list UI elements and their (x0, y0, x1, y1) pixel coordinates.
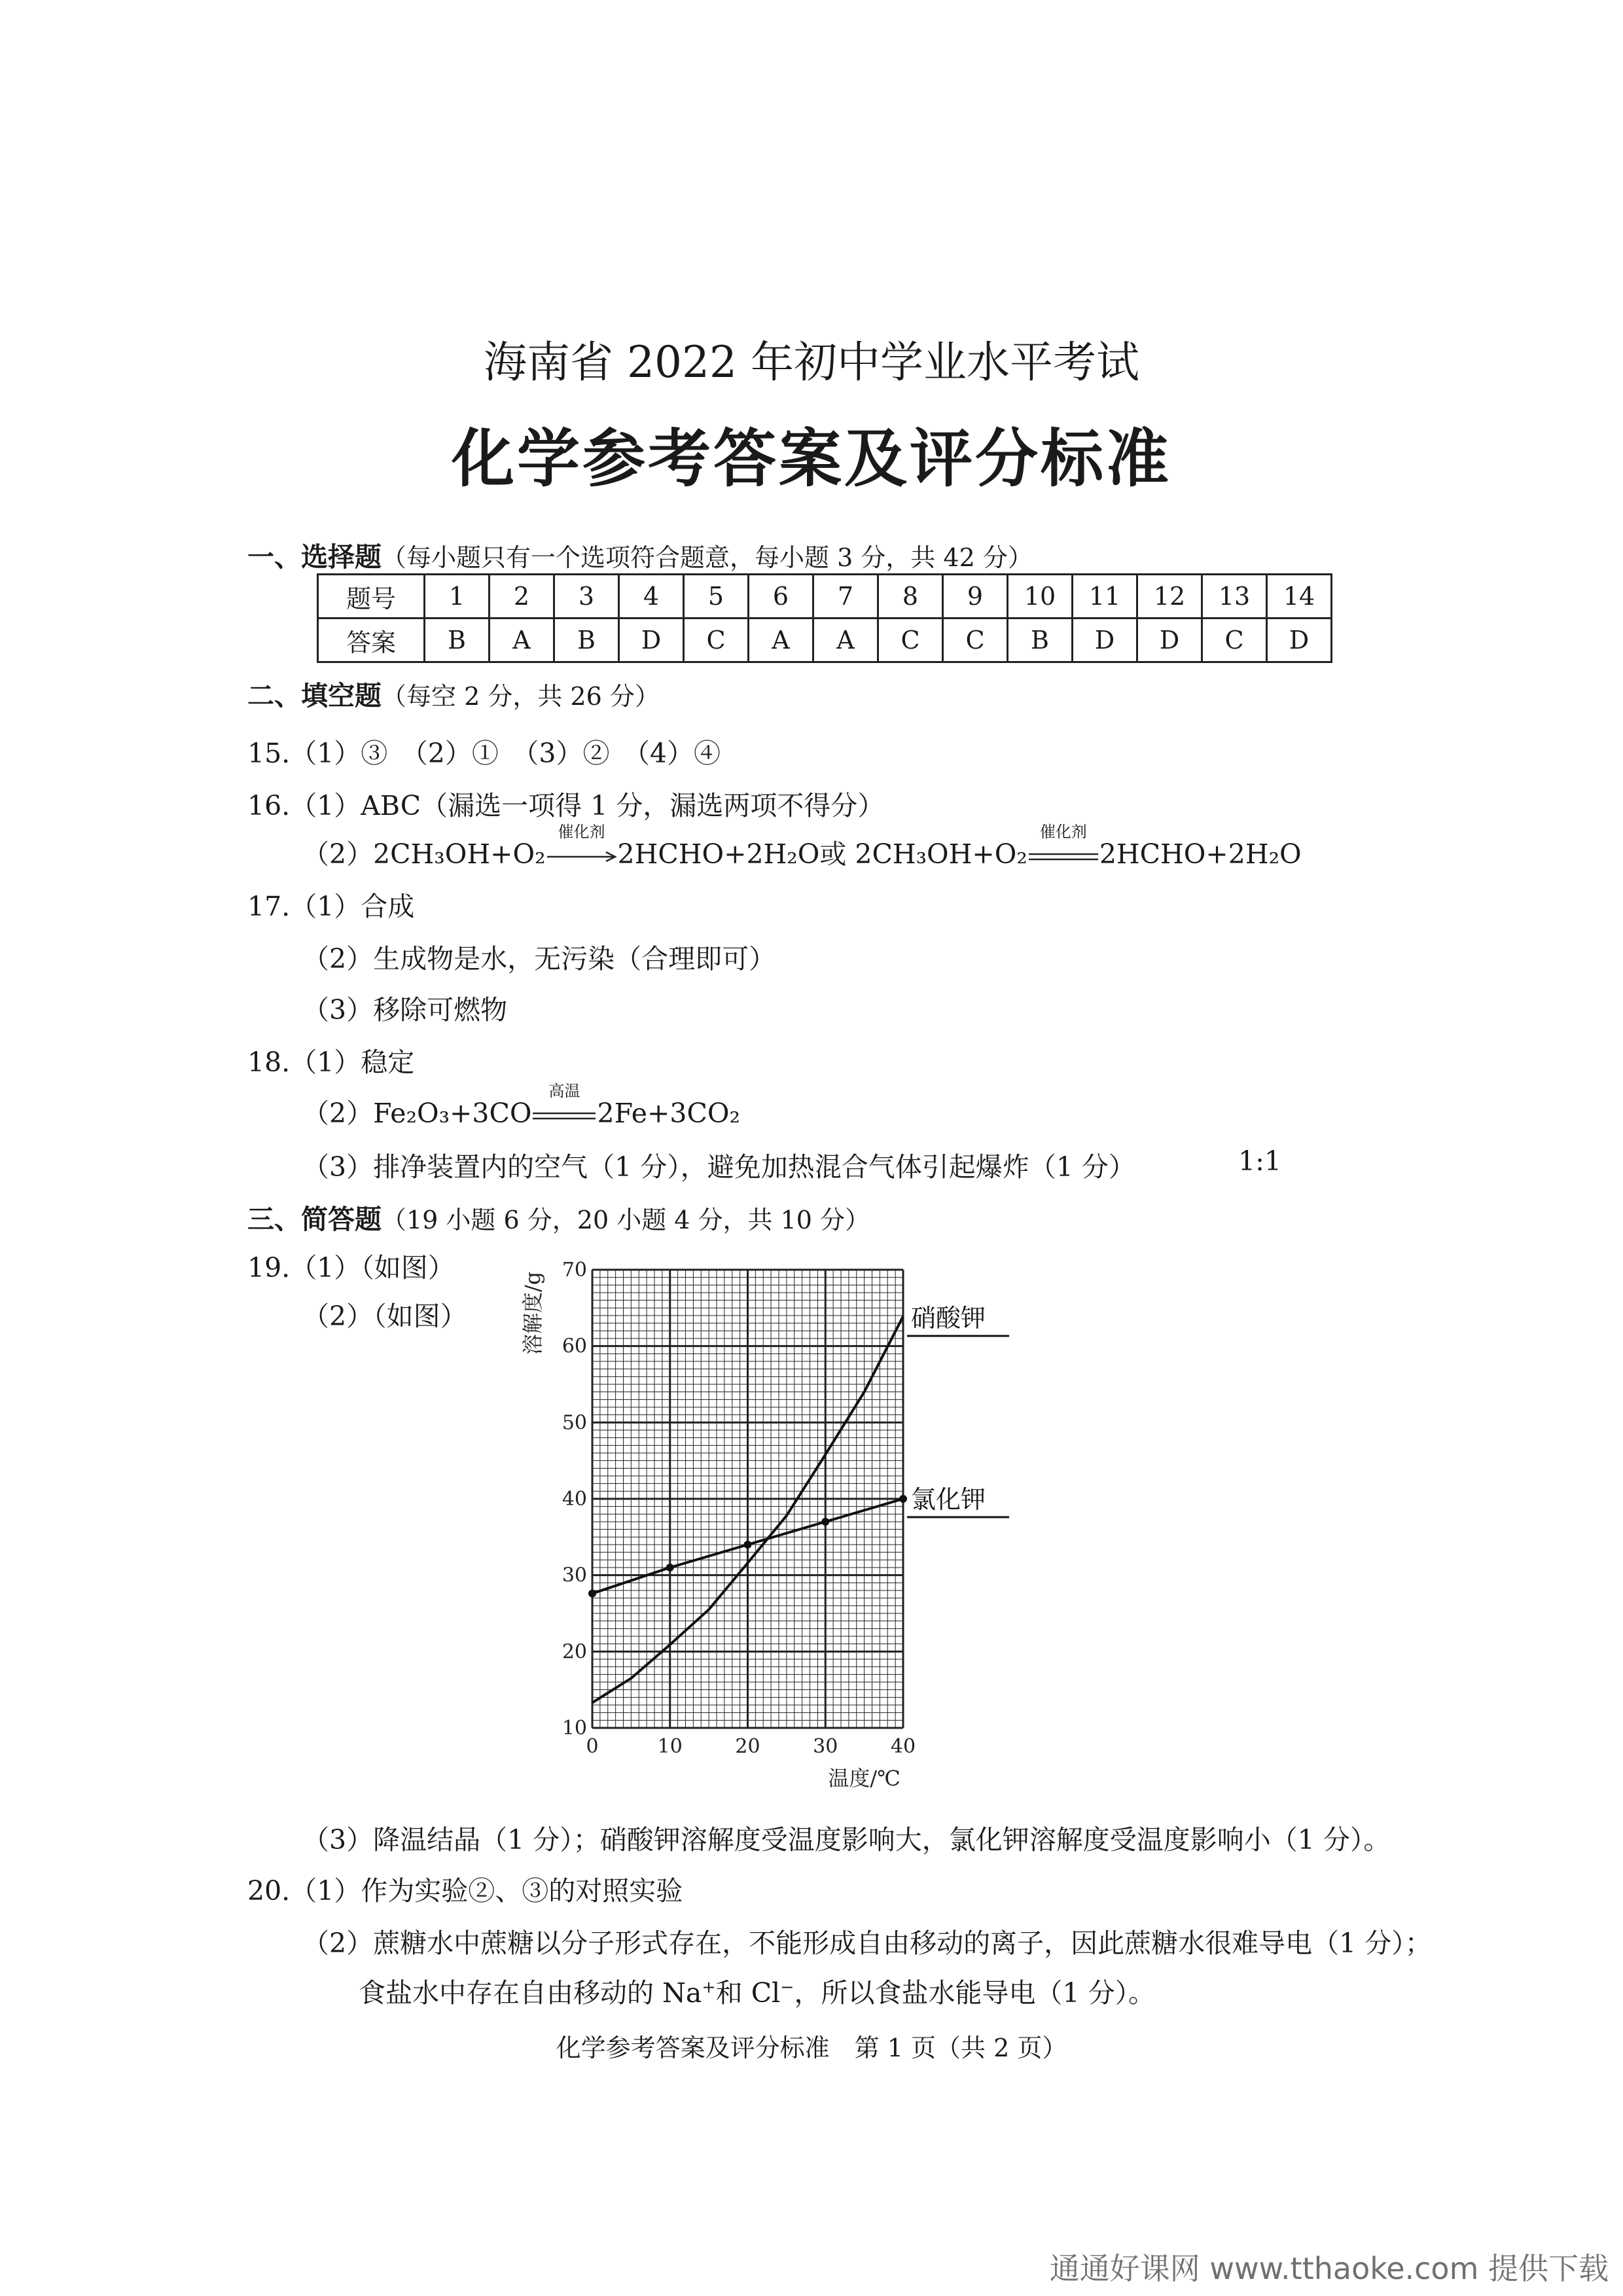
data-point-kcl (666, 1564, 674, 1571)
chart-ticks (562, 1259, 916, 1758)
catalyst-label: 催化剂 (558, 823, 605, 841)
answer-20-3-text-c: ，所以食盐水能导电（1 分）。 (794, 1977, 1156, 2009)
table-cell: A (490, 619, 554, 662)
section-3-label: 三、简答题 (247, 1204, 382, 1235)
section-2-note: （每空 2 分，共 26 分） (382, 682, 660, 711)
answer-20-1: 20.（1）作为实验②、③的对照实验 (247, 1875, 683, 1907)
data-point-kcl (821, 1518, 829, 1526)
y-tick-label: 20 (562, 1640, 587, 1664)
table-cell: C (1202, 619, 1267, 662)
series-label-kcl: 氯化钾 (911, 1485, 986, 1514)
equation-right: 2HCHO+2H₂O或 (617, 838, 847, 870)
y-tick-label: 70 (562, 1259, 587, 1282)
x-tick-label: 10 (657, 1735, 683, 1758)
table-header-number: 题号 (318, 575, 425, 619)
minus-charge: − (780, 1977, 794, 1997)
equation-right-2: 2HCHO+2H₂O (1099, 838, 1302, 870)
answer-19-1: 19.（1）（如图） (247, 1252, 455, 1283)
part-label: （2） (302, 1098, 374, 1129)
y-tick-label: 50 (562, 1411, 587, 1435)
table-header-answer: 答案 (318, 619, 425, 662)
watermark: 通通好课网 www.tthaoke.com 提供下载 (1049, 2251, 1609, 2286)
table-cell: 3 (554, 575, 619, 619)
page-title: 化学参考答案及评分标准 (452, 422, 1171, 495)
answer-20-3 (359, 1971, 1155, 2010)
double-line-icon (531, 1109, 597, 1122)
table-cell: B (554, 619, 619, 662)
table-cell: 12 (1137, 575, 1202, 619)
y-tick-label: 30 (562, 1564, 587, 1587)
y-tick-label: 40 (562, 1488, 587, 1511)
table-cell: B (1008, 619, 1073, 662)
y-tick-label: 60 (562, 1335, 587, 1358)
equation-left: Fe₂O₃+3CO (373, 1098, 532, 1129)
table-cell: 10 (1008, 575, 1073, 619)
answer-17-1: 17.（1）合成 (247, 891, 415, 922)
table-cell: D (619, 619, 684, 662)
double-line-icon (1027, 850, 1099, 863)
answer-20-2: （2）蔗糖水中蔗糖以分子形式存在，不能形成自由移动的离子，因此蔗糖水很难导电（1 分）； (302, 1928, 1432, 1959)
equation-left-2: 2CH₃OH+O₂ (855, 838, 1027, 870)
condition-label: 高温 (548, 1082, 580, 1100)
table-cell: 1 (425, 575, 490, 619)
answer-20-3-text-a: 食盐水中存在自由移动的 Na (359, 1977, 702, 2009)
exam-title: 海南省 2022 年初中学业水平考试 (484, 337, 1139, 387)
table-cell: 11 (1073, 575, 1137, 619)
table-cell: 5 (684, 575, 749, 619)
equals-sign (531, 1082, 597, 1129)
table-cell: 13 (1202, 575, 1267, 619)
section-3-note: （19 小题 6 分，20 小题 4 分，共 10 分） (382, 1206, 870, 1234)
part-label: （2） (302, 838, 374, 870)
equation-right: 2Fe+3CO₂ (597, 1098, 740, 1129)
reaction-arrow (546, 823, 618, 870)
arrow-icon (546, 850, 618, 863)
table-cell: 2 (490, 575, 554, 619)
answer-17-2: （2）生成物是水，无污染（合理即可） (302, 943, 776, 975)
table-cell: A (749, 619, 813, 662)
answer-19-2: （2）（如图） (302, 1300, 467, 1332)
chart-grid (592, 1270, 903, 1728)
table-row-answers (318, 619, 1332, 662)
table-cell: 6 (749, 575, 813, 619)
catalyst-label-2: 催化剂 (1039, 823, 1087, 841)
table-cell: C (878, 619, 943, 662)
answer-18-2 (302, 1082, 740, 1130)
table-cell: D (1137, 619, 1202, 662)
answer-15: 15.（1）③ （2）① （3）② （4）④ (247, 738, 721, 769)
table-cell: C (943, 619, 1008, 662)
table-cell: 14 (1267, 575, 1332, 619)
equals-sign (1027, 823, 1099, 870)
data-point-kcl (588, 1590, 596, 1598)
y-axis-label: 溶解度/g (520, 1271, 545, 1355)
section-1-note: （每小题只有一个选项符合题意，每小题 3 分，共 42 分） (382, 543, 1033, 572)
equation-left: 2CH₃OH+O₂ (373, 838, 546, 870)
answer-17-3: （3）移除可燃物 (302, 994, 508, 1026)
x-tick-label: 20 (735, 1735, 760, 1758)
table-cell: 4 (619, 575, 684, 619)
table-cell: 7 (813, 575, 878, 619)
x-axis-label: 温度/℃ (828, 1766, 901, 1791)
section-1-label: 一、选择题 (247, 541, 382, 573)
x-tick-label: 40 (890, 1735, 916, 1758)
table-cell: A (813, 619, 878, 662)
answer-18-1: 18.（1）稳定 (247, 1047, 415, 1078)
section-1-heading (247, 535, 1033, 574)
section-2-heading (247, 674, 660, 713)
table-cell: C (684, 619, 749, 662)
x-tick-label: 0 (586, 1735, 599, 1758)
answer-20-3-text-b: 和 Cl (715, 1977, 781, 2009)
table-row-numbers (318, 575, 1332, 619)
series-label-kno3: 硝酸钾 (911, 1304, 986, 1333)
answer-18-3: （3）排净装置内的空气（1 分），避免加热混合气体引起爆炸（1 分） (302, 1151, 1135, 1183)
y-tick-label: 10 (562, 1717, 587, 1740)
table-cell: 8 (878, 575, 943, 619)
answer-19-3: （3）降温结晶（1 分）；硝酸钾溶解度受温度影响大，氯化钾溶解度受温度影响小（1 分）。 (302, 1824, 1391, 1856)
answer-16-1: 16.（1）ABC（漏选一项得 1 分，漏选两项不得分） (247, 790, 885, 821)
answer-18-ratio: 1:1 (1238, 1145, 1281, 1177)
solubility-chart (510, 1244, 1047, 1793)
table-cell: D (1267, 619, 1332, 662)
page-footer: 化学参考答案及评分标准 第 1 页（共 2 页） (556, 2034, 1067, 2062)
table-cell: D (1073, 619, 1137, 662)
table-cell: B (425, 619, 490, 662)
data-point-kcl (899, 1495, 907, 1503)
table-cell: 9 (943, 575, 1008, 619)
answer-16-2 (302, 823, 1302, 871)
plus-charge: + (702, 1977, 716, 1997)
data-point-kcl (744, 1541, 752, 1549)
x-tick-label: 30 (813, 1735, 838, 1758)
section-3-heading (247, 1198, 870, 1236)
section-2-label: 二、填空题 (247, 680, 382, 711)
answer-table (317, 573, 1332, 663)
